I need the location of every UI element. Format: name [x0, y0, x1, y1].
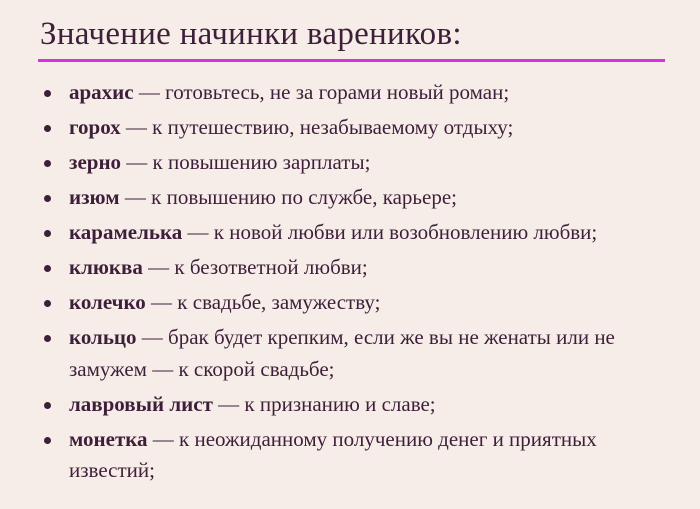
bullet-icon — [44, 160, 51, 167]
section-heading: Значение начинки вареников: — [40, 16, 462, 52]
list-item — [40, 182, 640, 214]
item-term: горох — [69, 115, 121, 139]
item-description: — к путешествию, незабываемому отдыху; — [120, 115, 514, 139]
bullet-icon — [44, 90, 51, 97]
bullet-icon — [44, 402, 51, 409]
heading-underline — [38, 59, 665, 62]
item-term: клюква — [69, 255, 143, 279]
bullet-icon — [44, 125, 51, 132]
list-item — [40, 217, 640, 249]
item-description: — к повышению зарплаты; — [121, 150, 371, 174]
item-term: зерно — [69, 150, 122, 174]
item-term: изюм — [69, 185, 120, 209]
item-term: карамелька — [69, 220, 183, 244]
item-description: — брак будет крепким, если же вы не женаты или не замужем — к скорой свадьбе; — [69, 325, 615, 381]
item-description: — готовьтесь, не за горами новый роман; — [133, 80, 510, 104]
bullet-icon — [44, 300, 51, 307]
list-item — [40, 424, 640, 487]
bullet-icon — [44, 335, 51, 342]
bullet-icon — [44, 437, 51, 444]
item-term: арахис — [69, 80, 134, 104]
item-description: — к повышению по службе, карьере; — [119, 185, 457, 209]
item-term: монетка — [69, 426, 148, 451]
list-item — [40, 389, 640, 421]
item-term: лавровый лист — [69, 391, 213, 416]
bullet-icon — [44, 195, 51, 202]
item-term: колечко — [69, 290, 146, 314]
list-item — [40, 287, 640, 319]
list-item — [40, 147, 640, 179]
item-description: — к признанию и славе; — [212, 391, 436, 416]
bullet-icon — [44, 265, 51, 272]
item-description: — к безответной любви; — [142, 255, 368, 279]
list-item — [40, 322, 640, 385]
bullet-icon — [44, 230, 51, 237]
item-term: кольцо — [69, 325, 137, 349]
item-description: — к новой любви или возобновлению любви; — [182, 220, 598, 244]
item-description: — к свадьбе, замужеству; — [145, 290, 381, 314]
item-description: — к неожиданному получению денег и приятных известий; — [69, 426, 597, 482]
list-item — [40, 77, 640, 109]
list-item — [40, 252, 640, 284]
list-item — [40, 112, 640, 144]
filling-meanings-list — [40, 77, 640, 490]
